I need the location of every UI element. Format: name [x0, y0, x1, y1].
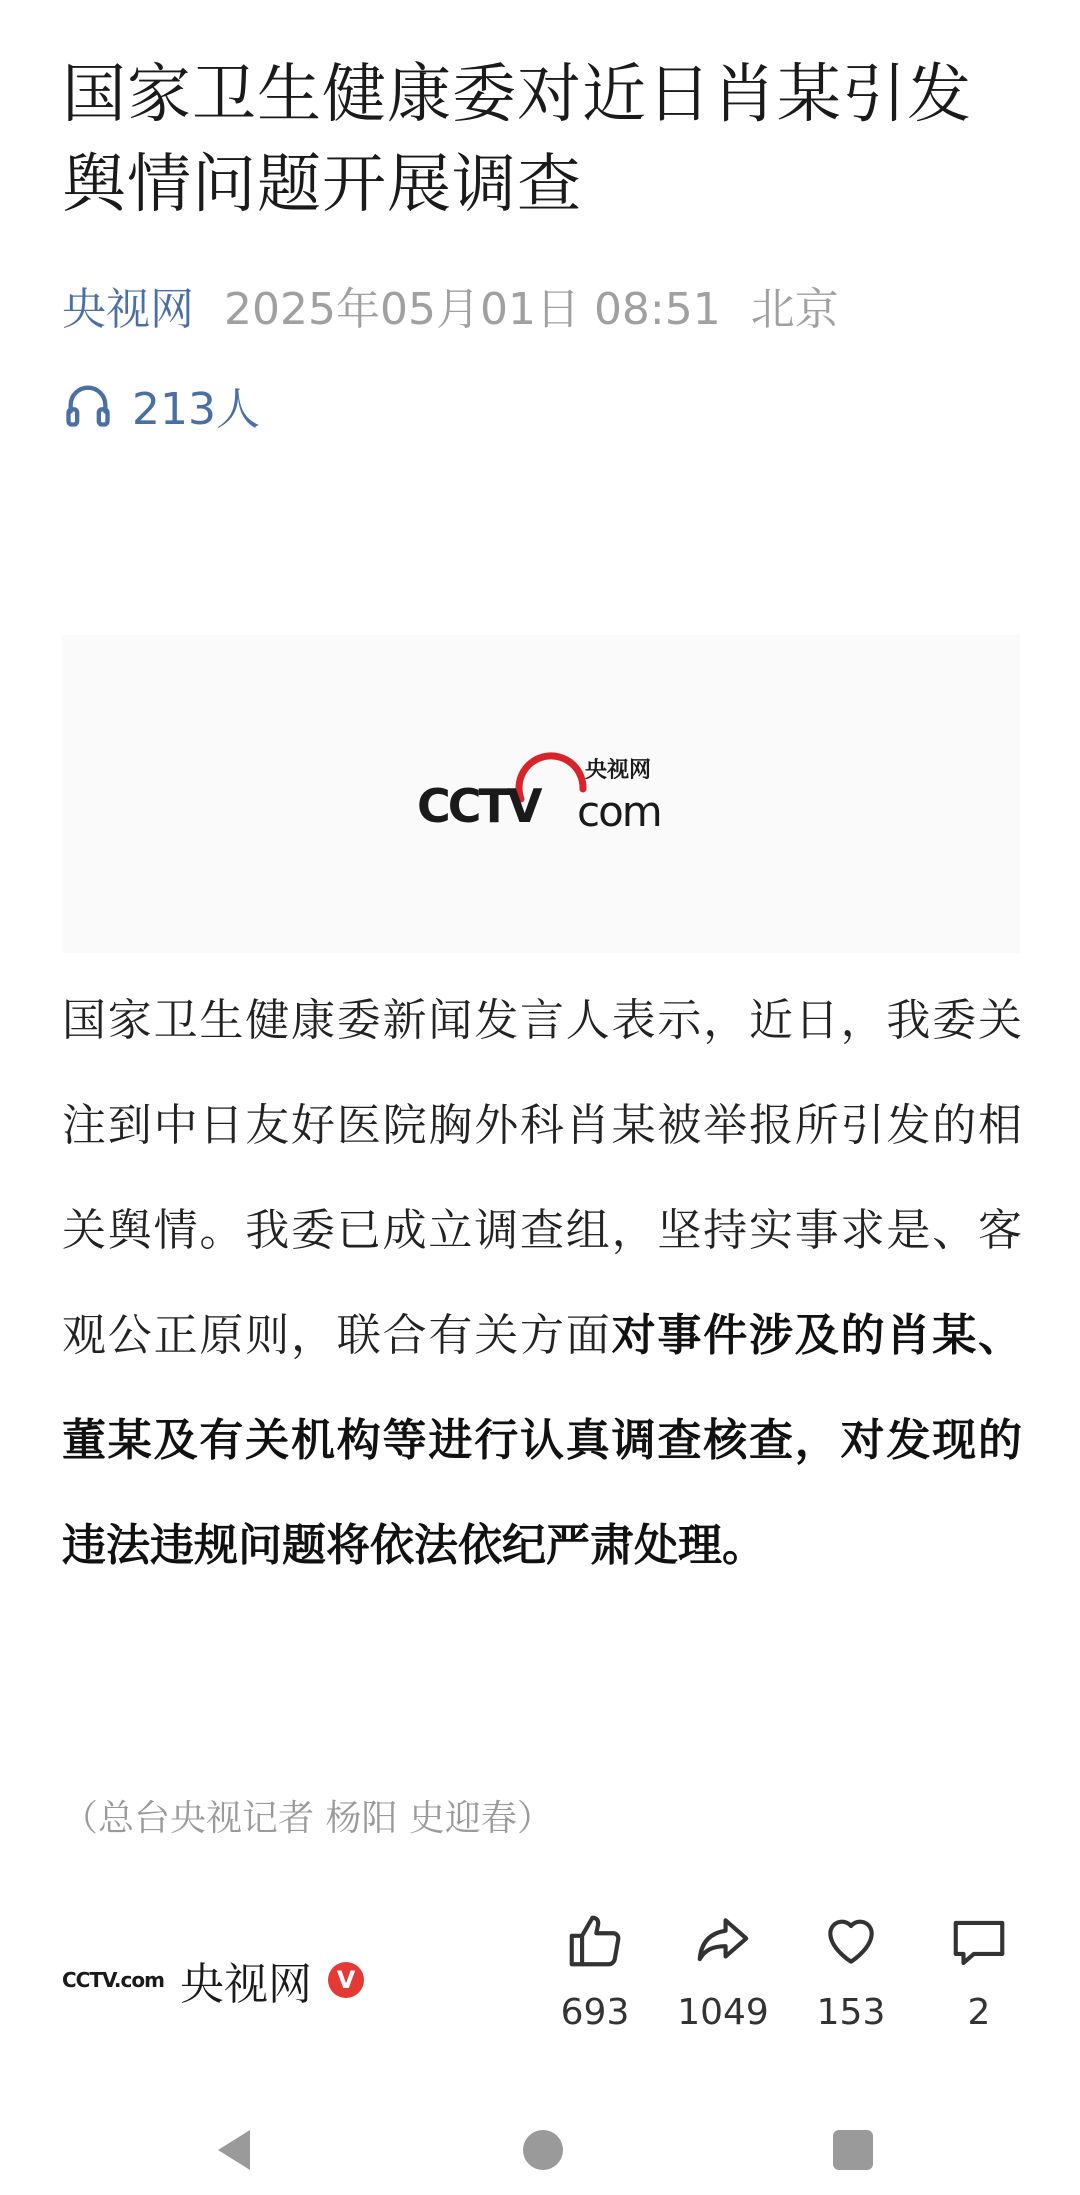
- listen-button[interactable]: [62, 373, 260, 437]
- author-logo: CCTV.com: [62, 1968, 164, 1992]
- heart-icon: [820, 1910, 882, 1972]
- comment-icon: [948, 1910, 1010, 1972]
- share-button[interactable]: [668, 1910, 778, 2033]
- comment-count: 2: [967, 1992, 991, 2033]
- verified-badge: V: [328, 1962, 364, 1998]
- comment-button[interactable]: [924, 1910, 1034, 2033]
- share-count: 1049: [677, 1992, 769, 2033]
- like-button[interactable]: [540, 1910, 650, 2033]
- headphones-icon: [62, 379, 114, 431]
- article-paragraph-bold: 对事件涉及的肖某、董某及有关机构等进行认真调查核查，对发现的违法违规问题将依法依纪严肃处理。: [62, 1310, 1023, 1571]
- back-icon[interactable]: [210, 2125, 260, 2175]
- home-icon[interactable]: [523, 2130, 563, 2170]
- thumbs-up-icon: [564, 1910, 626, 1972]
- favorite-count: 153: [816, 1992, 886, 2033]
- listener-count: 213人: [132, 384, 260, 435]
- author-info[interactable]: [62, 1948, 364, 2012]
- favorite-button[interactable]: [796, 1910, 906, 2033]
- action-bar: [540, 1910, 1020, 2060]
- logo-chinese: 央视网: [585, 758, 652, 783]
- cctv-logo: [417, 749, 665, 839]
- article-image[interactable]: [62, 635, 1020, 953]
- like-count: 693: [560, 1992, 630, 2033]
- publish-time: 2025年05月01日 08:51: [224, 284, 721, 335]
- recents-icon[interactable]: [833, 2130, 873, 2170]
- share-icon: [692, 1910, 754, 1972]
- author-name[interactable]: 央视网: [180, 1959, 312, 2010]
- source-link[interactable]: 央视网: [62, 284, 194, 335]
- article-paragraph-plain: 国家卫生健康委新闻发言人表示，近日，我委关注到中日友好医院胸外科肖某被举报所引发的相关舆情。我委已成立调查组，坚持实事求是、客观公正原则，联合有关方面: [62, 995, 1022, 1361]
- article-title: 国家卫生健康委对近日肖某引发舆情问题开展调查: [62, 58, 972, 222]
- article-meta: [62, 280, 839, 340]
- article-body: [62, 968, 1022, 1598]
- location: 北京: [750, 284, 839, 335]
- system-navigation-bar: [0, 2110, 1080, 2195]
- logo-brand: CCTV: [417, 779, 540, 833]
- logo-domain: com: [577, 787, 661, 836]
- reporter-byline: （总台央视记者 杨阳 史迎春）: [62, 1798, 553, 1839]
